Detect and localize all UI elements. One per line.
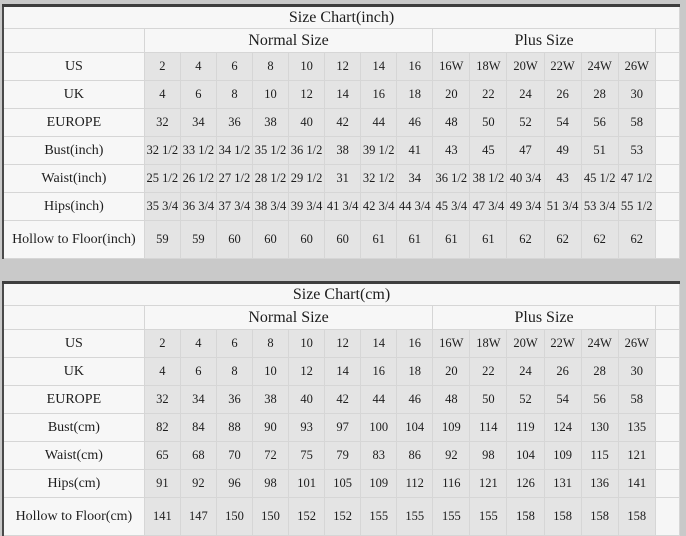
size-value-cell: 8 <box>252 330 288 358</box>
size-value-cell: 26W <box>618 53 655 81</box>
size-value-cell: 51 3/4 <box>544 193 581 221</box>
size-value-cell: 43 <box>433 137 470 165</box>
size-value-cell: 45 3/4 <box>433 193 470 221</box>
size-value-cell: 14 <box>361 330 397 358</box>
size-value-cell: 101 <box>289 470 325 498</box>
size-value-cell: 6 <box>180 358 216 386</box>
size-value-cell: 98 <box>470 442 507 470</box>
size-value-cell: 48 <box>433 386 470 414</box>
size-value-cell: 26 <box>544 358 581 386</box>
size-value-cell: 40 <box>289 109 325 137</box>
right-gutter-cell <box>655 165 679 193</box>
size-value-cell: 20 <box>433 358 470 386</box>
size-value-cell: 50 <box>470 386 507 414</box>
size-value-cell: 8 <box>216 81 252 109</box>
size-value-cell: 45 <box>470 137 507 165</box>
size-value-cell: 22W <box>544 53 581 81</box>
size-value-cell: 59 <box>180 221 216 259</box>
size-value-cell: 28 <box>581 358 618 386</box>
size-value-cell: 92 <box>433 442 470 470</box>
size-value-cell: 29 1/2 <box>289 165 325 193</box>
chart-title: Size Chart(cm) <box>3 283 680 306</box>
size-value-cell: 39 3/4 <box>289 193 325 221</box>
row-label: Waist(inch) <box>3 165 144 193</box>
size-value-cell: 90 <box>252 414 288 442</box>
size-value-cell: 24W <box>581 53 618 81</box>
size-value-cell: 53 3/4 <box>581 193 618 221</box>
size-value-cell: 32 <box>144 109 180 137</box>
size-value-cell: 59 <box>144 221 180 259</box>
size-value-cell: 4 <box>144 81 180 109</box>
size-value-cell: 4 <box>180 53 216 81</box>
table-row <box>3 358 680 386</box>
size-value-cell: 26 <box>544 81 581 109</box>
table-row <box>3 81 680 109</box>
right-gutter-cell <box>655 193 679 221</box>
size-value-cell: 6 <box>216 53 252 81</box>
size-value-cell: 20W <box>507 330 544 358</box>
size-value-cell: 22 <box>470 81 507 109</box>
size-value-cell: 34 <box>180 386 216 414</box>
size-value-cell: 35 1/2 <box>252 137 288 165</box>
size-value-cell: 152 <box>325 498 361 536</box>
size-value-cell: 36 <box>216 109 252 137</box>
row-label: Hollow to Floor(inch) <box>3 221 144 259</box>
size-value-cell: 131 <box>544 470 581 498</box>
size-value-cell: 60 <box>289 221 325 259</box>
size-value-cell: 10 <box>289 330 325 358</box>
row-label: Waist(cm) <box>3 442 144 470</box>
size-value-cell: 61 <box>361 221 397 259</box>
size-value-cell: 32 <box>144 386 180 414</box>
table-row <box>3 442 680 470</box>
size-value-cell: 65 <box>144 442 180 470</box>
size-value-cell: 2 <box>144 330 180 358</box>
row-label: US <box>3 330 144 358</box>
size-value-cell: 84 <box>180 414 216 442</box>
table-row <box>3 470 680 498</box>
size-value-cell: 16 <box>397 53 433 81</box>
size-value-cell: 158 <box>581 498 618 536</box>
size-value-cell: 34 <box>180 109 216 137</box>
size-value-cell: 24W <box>581 330 618 358</box>
size-value-cell: 16W <box>433 330 470 358</box>
row-label: Bust(inch) <box>3 137 144 165</box>
size-value-cell: 75 <box>289 442 325 470</box>
size-value-cell: 41 3/4 <box>325 193 361 221</box>
size-value-cell: 104 <box>397 414 433 442</box>
size-value-cell: 68 <box>180 442 216 470</box>
size-value-cell: 61 <box>397 221 433 259</box>
size-value-cell: 41 <box>397 137 433 165</box>
size-value-cell: 36 1/2 <box>433 165 470 193</box>
size-value-cell: 47 1/2 <box>618 165 655 193</box>
size-value-cell: 22 <box>470 358 507 386</box>
row-label: Bust(cm) <box>3 414 144 442</box>
row-label: Hollow to Floor(cm) <box>3 498 144 536</box>
size-value-cell: 135 <box>618 414 655 442</box>
column-group-plus: Plus Size <box>433 306 655 330</box>
size-value-cell: 91 <box>144 470 180 498</box>
size-value-cell: 38 1/2 <box>470 165 507 193</box>
size-value-cell: 61 <box>433 221 470 259</box>
right-gutter-cell <box>655 358 679 386</box>
size-chart-table <box>2 281 680 536</box>
size-chart-cm-section <box>2 281 683 536</box>
row-label: EUROPE <box>3 109 144 137</box>
row-label: Hips(inch) <box>3 193 144 221</box>
size-value-cell: 35 3/4 <box>144 193 180 221</box>
right-gutter-cell <box>655 29 679 53</box>
size-value-cell: 37 3/4 <box>216 193 252 221</box>
size-value-cell: 42 <box>325 386 361 414</box>
size-chart-table <box>2 4 680 259</box>
size-value-cell: 36 3/4 <box>180 193 216 221</box>
size-value-cell: 38 <box>325 137 361 165</box>
size-value-cell: 38 <box>252 386 288 414</box>
size-value-cell: 60 <box>252 221 288 259</box>
size-value-cell: 20 <box>433 81 470 109</box>
size-value-cell: 32 1/2 <box>361 165 397 193</box>
size-value-cell: 62 <box>618 221 655 259</box>
size-value-cell: 155 <box>361 498 397 536</box>
table-row <box>3 414 680 442</box>
right-gutter-cell <box>655 306 679 330</box>
size-value-cell: 54 <box>544 386 581 414</box>
size-value-cell: 150 <box>252 498 288 536</box>
right-gutter-cell <box>655 109 679 137</box>
right-gutter-cell <box>655 330 679 358</box>
size-value-cell: 105 <box>325 470 361 498</box>
size-value-cell: 38 <box>252 109 288 137</box>
size-value-cell: 155 <box>433 498 470 536</box>
size-value-cell: 2 <box>144 53 180 81</box>
row-label: US <box>3 53 144 81</box>
size-value-cell: 40 3/4 <box>507 165 544 193</box>
size-value-cell: 136 <box>581 470 618 498</box>
size-value-cell: 121 <box>470 470 507 498</box>
size-value-cell: 18 <box>397 358 433 386</box>
size-value-cell: 70 <box>216 442 252 470</box>
table-row <box>3 386 680 414</box>
size-value-cell: 18W <box>470 330 507 358</box>
size-value-cell: 82 <box>144 414 180 442</box>
size-value-cell: 49 3/4 <box>507 193 544 221</box>
row-label: UK <box>3 358 144 386</box>
size-value-cell: 158 <box>507 498 544 536</box>
size-value-cell: 20W <box>507 53 544 81</box>
size-value-cell: 16 <box>397 330 433 358</box>
size-value-cell: 24 <box>507 81 544 109</box>
size-value-cell: 79 <box>325 442 361 470</box>
size-value-cell: 93 <box>289 414 325 442</box>
size-value-cell: 16 <box>361 81 397 109</box>
size-value-cell: 48 <box>433 109 470 137</box>
size-value-cell: 50 <box>470 109 507 137</box>
size-value-cell: 30 <box>618 81 655 109</box>
size-value-cell: 46 <box>397 386 433 414</box>
size-value-cell: 38 3/4 <box>252 193 288 221</box>
size-value-cell: 61 <box>470 221 507 259</box>
size-value-cell: 83 <box>361 442 397 470</box>
table-row <box>3 137 680 165</box>
size-value-cell: 88 <box>216 414 252 442</box>
size-chart-inch-section <box>2 4 683 259</box>
size-value-cell: 22W <box>544 330 581 358</box>
size-value-cell: 121 <box>618 442 655 470</box>
size-value-cell: 24 <box>507 358 544 386</box>
size-value-cell: 60 <box>325 221 361 259</box>
size-value-cell: 55 1/2 <box>618 193 655 221</box>
size-value-cell: 119 <box>507 414 544 442</box>
size-value-cell: 4 <box>180 330 216 358</box>
right-gutter-cell <box>655 414 679 442</box>
table-row <box>3 193 680 221</box>
size-value-cell: 16W <box>433 53 470 81</box>
size-value-cell: 72 <box>252 442 288 470</box>
size-value-cell: 42 3/4 <box>361 193 397 221</box>
size-value-cell: 62 <box>581 221 618 259</box>
size-value-cell: 114 <box>470 414 507 442</box>
column-group-normal: Normal Size <box>144 29 433 53</box>
size-value-cell: 18W <box>470 53 507 81</box>
right-gutter-cell <box>655 53 679 81</box>
size-value-cell: 56 <box>581 109 618 137</box>
size-value-cell: 56 <box>581 386 618 414</box>
size-value-cell: 152 <box>289 498 325 536</box>
size-value-cell: 10 <box>252 358 288 386</box>
size-value-cell: 141 <box>144 498 180 536</box>
size-value-cell: 6 <box>180 81 216 109</box>
size-value-cell: 27 1/2 <box>216 165 252 193</box>
table-row <box>3 165 680 193</box>
size-value-cell: 10 <box>289 53 325 81</box>
size-value-cell: 34 <box>397 165 433 193</box>
size-value-cell: 32 1/2 <box>144 137 180 165</box>
size-value-cell: 36 1/2 <box>289 137 325 165</box>
size-value-cell: 14 <box>361 53 397 81</box>
table-row <box>3 330 680 358</box>
size-value-cell: 33 1/2 <box>180 137 216 165</box>
size-value-cell: 150 <box>216 498 252 536</box>
size-value-cell: 14 <box>325 358 361 386</box>
size-value-cell: 62 <box>507 221 544 259</box>
size-value-cell: 60 <box>216 221 252 259</box>
corner-cell <box>3 29 144 53</box>
size-value-cell: 47 <box>507 137 544 165</box>
corner-cell <box>3 306 144 330</box>
size-value-cell: 158 <box>618 498 655 536</box>
right-gutter-cell <box>655 442 679 470</box>
size-value-cell: 53 <box>618 137 655 165</box>
size-value-cell: 52 <box>507 386 544 414</box>
row-label: EUROPE <box>3 386 144 414</box>
size-value-cell: 8 <box>252 53 288 81</box>
size-value-cell: 26 1/2 <box>180 165 216 193</box>
size-value-cell: 130 <box>581 414 618 442</box>
table-row <box>3 53 680 81</box>
right-gutter-cell <box>655 470 679 498</box>
size-value-cell: 155 <box>470 498 507 536</box>
right-gutter-cell <box>655 221 679 259</box>
size-value-cell: 28 1/2 <box>252 165 288 193</box>
size-value-cell: 30 <box>618 358 655 386</box>
size-value-cell: 47 3/4 <box>470 193 507 221</box>
size-value-cell: 141 <box>618 470 655 498</box>
size-value-cell: 116 <box>433 470 470 498</box>
size-value-cell: 26W <box>618 330 655 358</box>
row-label: Hips(cm) <box>3 470 144 498</box>
size-value-cell: 126 <box>507 470 544 498</box>
size-value-cell: 12 <box>289 358 325 386</box>
size-value-cell: 31 <box>325 165 361 193</box>
size-value-cell: 115 <box>581 442 618 470</box>
size-value-cell: 16 <box>361 358 397 386</box>
size-value-cell: 18 <box>397 81 433 109</box>
size-value-cell: 112 <box>397 470 433 498</box>
size-value-cell: 12 <box>289 81 325 109</box>
size-value-cell: 58 <box>618 109 655 137</box>
size-value-cell: 96 <box>216 470 252 498</box>
size-value-cell: 54 <box>544 109 581 137</box>
size-value-cell: 109 <box>544 442 581 470</box>
size-value-cell: 12 <box>325 330 361 358</box>
right-gutter-cell <box>655 386 679 414</box>
size-value-cell: 98 <box>252 470 288 498</box>
size-value-cell: 100 <box>361 414 397 442</box>
size-value-cell: 52 <box>507 109 544 137</box>
size-value-cell: 8 <box>216 358 252 386</box>
size-value-cell: 97 <box>325 414 361 442</box>
size-value-cell: 158 <box>544 498 581 536</box>
column-group-plus: Plus Size <box>433 29 655 53</box>
size-value-cell: 124 <box>544 414 581 442</box>
size-value-cell: 51 <box>581 137 618 165</box>
chart-title: Size Chart(inch) <box>3 6 680 29</box>
size-value-cell: 44 <box>361 386 397 414</box>
size-value-cell: 12 <box>325 53 361 81</box>
size-value-cell: 109 <box>433 414 470 442</box>
size-value-cell: 49 <box>544 137 581 165</box>
column-group-normal: Normal Size <box>144 306 433 330</box>
right-gutter-cell <box>655 137 679 165</box>
size-value-cell: 36 <box>216 386 252 414</box>
size-value-cell: 10 <box>252 81 288 109</box>
row-label: UK <box>3 81 144 109</box>
size-value-cell: 25 1/2 <box>144 165 180 193</box>
size-value-cell: 34 1/2 <box>216 137 252 165</box>
size-value-cell: 42 <box>325 109 361 137</box>
size-value-cell: 6 <box>216 330 252 358</box>
size-value-cell: 4 <box>144 358 180 386</box>
size-value-cell: 45 1/2 <box>581 165 618 193</box>
size-value-cell: 62 <box>544 221 581 259</box>
table-row <box>3 221 680 259</box>
size-value-cell: 39 1/2 <box>361 137 397 165</box>
size-value-cell: 104 <box>507 442 544 470</box>
size-value-cell: 40 <box>289 386 325 414</box>
size-value-cell: 43 <box>544 165 581 193</box>
size-value-cell: 44 <box>361 109 397 137</box>
size-value-cell: 109 <box>361 470 397 498</box>
size-value-cell: 46 <box>397 109 433 137</box>
size-value-cell: 44 3/4 <box>397 193 433 221</box>
size-value-cell: 14 <box>325 81 361 109</box>
size-value-cell: 86 <box>397 442 433 470</box>
size-value-cell: 58 <box>618 386 655 414</box>
size-value-cell: 28 <box>581 81 618 109</box>
table-row <box>3 109 680 137</box>
right-gutter-cell <box>655 81 679 109</box>
size-value-cell: 155 <box>397 498 433 536</box>
size-value-cell: 92 <box>180 470 216 498</box>
size-value-cell: 147 <box>180 498 216 536</box>
